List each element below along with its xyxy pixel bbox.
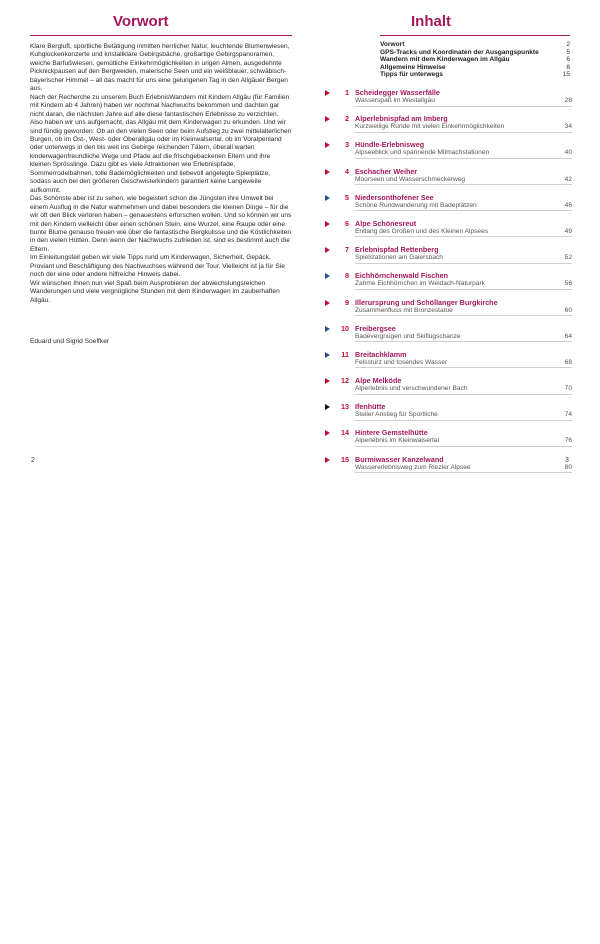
route-number: 12 <box>341 376 349 386</box>
route-title: Alpe Melköde <box>355 376 402 386</box>
route-page: 34 <box>564 123 572 131</box>
route-title: Freibergsee <box>355 323 396 333</box>
route-page: 76 <box>564 437 572 445</box>
contents-heading: Inhalt <box>411 13 451 30</box>
route-title: Hintere Gemstelhütte <box>355 428 428 438</box>
route-title: Illerursprung und Schöllanger Burgkirche <box>355 297 498 307</box>
route-number: 1 <box>345 88 349 97</box>
preface-heading: Vorwort <box>113 13 169 30</box>
route-entry[interactable] <box>325 114 572 140</box>
route-entry[interactable] <box>325 167 572 193</box>
toc-intro-title: Tipps für unterwegs <box>380 71 443 79</box>
route-number: 9 <box>345 297 349 307</box>
route-subtitle: Badevergnügen und Skiflugschanze <box>355 332 461 340</box>
toc-intro-page: 2 <box>566 41 570 48</box>
toc-intro-list <box>380 41 570 79</box>
route-marker-icon <box>325 116 330 122</box>
route-subtitle: Schöne Rundwanderung mit Badeplätzen <box>355 201 477 209</box>
toc-intro-page: 8 <box>566 63 570 71</box>
route-subtitle: Felssturz und tosendes Wasser <box>355 358 448 366</box>
route-page: 52 <box>564 254 572 262</box>
route-divider <box>355 132 572 133</box>
route-number: 5 <box>345 192 349 202</box>
route-marker-icon <box>325 195 330 201</box>
route-entry[interactable] <box>325 376 572 402</box>
route-number: 11 <box>341 349 349 359</box>
route-page: 56 <box>564 280 572 288</box>
route-marker-icon <box>325 404 330 410</box>
route-marker-icon <box>325 273 330 279</box>
page-number-right: 3 <box>565 457 569 464</box>
toc-intro-title: Allgemeine Hinweise <box>380 63 446 71</box>
route-marker-icon <box>325 457 330 463</box>
route-page: 40 <box>564 149 572 157</box>
toc-intro-entry[interactable] <box>380 56 570 64</box>
route-title: Ifenhütte <box>355 402 386 412</box>
route-page: 70 <box>564 385 572 393</box>
route-page: 74 <box>564 411 572 419</box>
preface-paragraph: Das Schönste aber ist zu sehen, wie begeistert schon die Jüngsten ihre Umwelt bei einem Ausflug in die Natur wahrnehmen und dabei besonders die kleinen Dinge – für die wir oft den Blick verloren haben – genauestens erforschen wollen. Und so können wir uns mit den Kindern vielleicht über einen schönen Stein, eine Wurzel, eine Raupe oder eine bunte Blume genauso freuen wie über die fantastische Bergkulisse und die Köstlichkeiten in den vielen Hütten. Denn wenn der Nachwuchs zufrieden ist, sind es bestimmt auch die Eltern. <box>30 195 292 253</box>
route-list <box>325 88 572 481</box>
route-title: Alperlebnispfad am Imberg <box>355 114 448 124</box>
route-divider <box>355 158 572 159</box>
route-title: Hündle-Erlebnisweg <box>355 140 425 150</box>
toc-intro-title: Wandern mit dem Kinderwagen im Allgäu <box>380 56 510 64</box>
route-number: 8 <box>345 271 349 281</box>
route-entry[interactable] <box>325 402 572 428</box>
route-title: Breitachklamm <box>355 349 407 359</box>
toc-intro-title: Vorwort <box>380 41 405 48</box>
route-marker-icon <box>325 326 330 332</box>
route-page: 49 <box>564 227 572 235</box>
toc-intro-page: 5 <box>566 48 570 56</box>
route-number: 13 <box>341 402 349 412</box>
preface-paragraph: Klare Bergluft, sportliche Betätigung inmitten herrlicher Natur, leuchtende Blumenwiesen, Kuhglockenkonzerte und kristallklare Gebirgsbäche, großartige Gebirgspanoramen, weiche Barfußwiesen, gemütliche Einkehrmöglichkeiten in urigen Almen, ausgedehnte Picknickpausen auf den Bergweiden, malerische Seen und ein weißblauer, schwäbisch-bayerischer Himmel – all das macht für uns eine gelungenen Tag in den Allgäuer Bergen aus. <box>30 43 290 93</box>
route-divider <box>355 315 572 316</box>
route-divider <box>355 341 572 342</box>
route-page: 80 <box>564 463 572 471</box>
route-subtitle: Kurzweilige Runde mit vielen Einkehrmöglichkeiten <box>355 123 505 131</box>
toc-intro-entry[interactable] <box>380 49 570 57</box>
route-divider <box>355 367 572 368</box>
toc-intro-entry[interactable] <box>380 41 570 49</box>
route-divider <box>355 210 572 211</box>
route-title: Niedersonthofener See <box>355 192 434 202</box>
route-page: 68 <box>564 358 572 366</box>
route-marker-icon <box>325 300 330 306</box>
route-divider <box>355 394 572 395</box>
route-number: 3 <box>345 140 349 150</box>
route-subtitle: Zahme Eichhörnchen im Weidach-Naturpark <box>355 280 485 288</box>
route-entry[interactable] <box>325 271 572 297</box>
route-subtitle: Spielstationen am Gaiersbach <box>355 254 443 262</box>
preface-text <box>30 43 292 305</box>
route-divider <box>355 263 572 264</box>
page-number-left: 2 <box>31 457 35 464</box>
route-subtitle: Steiler Anstieg für Sportliche <box>355 411 438 419</box>
route-number: 7 <box>345 245 349 255</box>
toc-intro-page: 6 <box>566 56 570 64</box>
route-marker-icon <box>325 90 330 96</box>
route-entry[interactable] <box>325 298 572 324</box>
route-entry[interactable] <box>325 455 572 481</box>
route-marker-icon <box>325 169 330 175</box>
route-subtitle: Alperlebnis und verschwundener Bach <box>355 385 468 393</box>
route-page: 28 <box>564 97 572 104</box>
route-title: Erlebnispfad Rettenberg <box>355 245 439 255</box>
route-marker-icon <box>325 142 330 148</box>
route-subtitle: Alpseeblick und spannende Mitmachstationen <box>355 149 490 157</box>
route-title: Scheidegger Wasserfälle <box>355 88 440 97</box>
route-divider <box>355 472 572 473</box>
preface-signature: Eduard und Sigrid Soeffker <box>30 338 110 345</box>
route-number: 10 <box>341 323 349 333</box>
route-entry[interactable] <box>325 350 572 376</box>
route-entry[interactable] <box>325 193 572 219</box>
toc-intro-page: 15 <box>562 71 570 79</box>
right-page <box>300 0 600 480</box>
toc-intro-title: GPS-Tracks und Koordinaten der Ausgangspunkte <box>380 48 539 56</box>
route-subtitle: Wassererlebnisweg zum Riezler Alpsee <box>355 463 471 471</box>
route-entry[interactable] <box>325 219 572 245</box>
route-subtitle: Zusammenfluss mit Bronzestatue <box>355 306 453 314</box>
route-title: Burmiwasser Kanzelwand <box>355 454 444 464</box>
route-divider <box>355 106 572 107</box>
route-entry[interactable] <box>325 428 572 454</box>
route-number: 14 <box>341 428 349 438</box>
route-page: 64 <box>564 332 572 340</box>
route-title: Eichhörnchenwald Fischen <box>355 271 449 281</box>
route-marker-icon <box>325 247 330 253</box>
route-number: 4 <box>345 166 349 176</box>
preface-paragraph: Im Einleitungsteil geben wir viele Tipps rund um Kinderwagen, Sicherheit, Gepäck, Proviant und Beschäftigung des Nachwuchses während der Tour. Vielleicht ist ja für Sie noch der eine oder andere hilfreiche Hinweis dabei. <box>30 254 285 279</box>
heading-rule <box>30 35 292 36</box>
route-number: 6 <box>345 218 349 228</box>
route-divider <box>355 420 572 421</box>
route-entry[interactable] <box>325 140 572 166</box>
route-subtitle: Wasserspaß im Westallgäu <box>355 97 435 104</box>
route-divider <box>355 184 572 185</box>
route-number: 2 <box>345 114 349 124</box>
route-marker-icon <box>325 352 330 358</box>
toc-intro-entry[interactable] <box>380 64 570 72</box>
route-marker-icon <box>325 430 330 436</box>
heading-rule <box>380 35 570 36</box>
route-marker-icon <box>325 221 330 227</box>
route-page: 42 <box>564 175 572 183</box>
preface-paragraph: Nach der Recherche zu unserem Buch ErlebnisWandern mit Kindern Allgäu (für Familien mit Kindern ab 4 Jahren) haben wir nochmal Nachwuchs bekommen und dachten gar nicht daran, die nächsten Jahre auf alle diese fantastischen Erlebnisse zu verzichten. Also haben wir uns aufgemacht, das Allgäu mit dem Kinderwagen zu erkunden. Und wir sind fündig geworden: Ob an den vielen Seen oder beim Aufstieg zu zwei mittelalterlichen Burgen, ob im Ost-, West- oder Oberallgäu oder im Kleinwalsertal, ob im Voralpenland oder unterwegs in den bis weit ins Gebirge reichenden Tälern, überall warten kinderwagenfreundliche Wege und Pfade auf die frischgebackenen Eltern und ihre kleinen Sprösslinge. Dazu gibt es viele Attraktionen wie Erlebnispfade, Sommerrodelbahnen, tolle Bademöglichkeiten und liebevoll angelegte Spielplätze, sodass auch bei den größeren Geschwisterkindern garantiert keine Langeweile aufkommt. <box>30 93 292 194</box>
route-entry[interactable] <box>325 324 572 350</box>
route-title: Alpe Schönesreut <box>355 218 417 228</box>
route-divider <box>355 236 572 237</box>
route-page: 46 <box>564 201 572 209</box>
route-page: 60 <box>564 306 572 314</box>
route-subtitle: Alperlebnis im Kleinwalsertal <box>355 437 439 445</box>
route-divider <box>355 289 572 290</box>
route-entry[interactable] <box>325 245 572 271</box>
route-subtitle: Entlang des Großen und des Kleinen Alpsees <box>355 227 489 235</box>
preface-paragraph: Wir wünschen Ihnen nun viel Spaß beim Ausprobieren der abwechslungsreichen Wanderungen und viele vergnügliche Stunden mit dem Kinderwagen im zauberhaften Allgäu. <box>30 279 280 304</box>
toc-intro-entry[interactable] <box>380 71 570 79</box>
left-page <box>0 0 300 480</box>
route-marker-icon <box>325 378 330 384</box>
route-entry[interactable] <box>325 88 572 114</box>
route-divider <box>355 446 572 447</box>
route-title: Eschacher Weiher <box>355 166 418 176</box>
route-number: 15 <box>341 454 349 464</box>
route-subtitle: Moorseen und Wasserschmeckerweg <box>355 175 466 183</box>
